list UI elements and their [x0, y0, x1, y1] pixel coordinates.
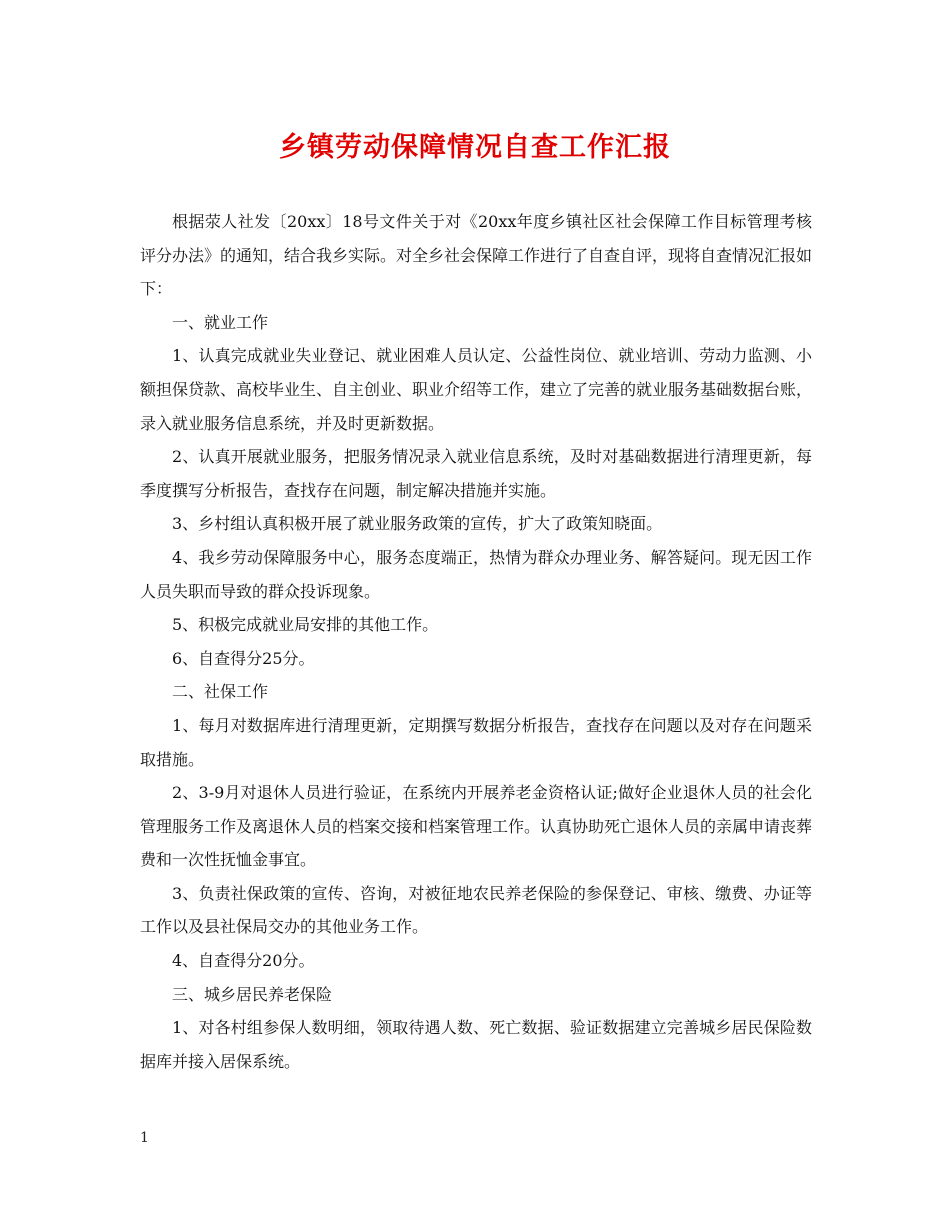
paragraph-employment-5: 5、积极完成就业局安排的其他工作。 [172, 615, 439, 635]
paragraph-employment-2: 2、认真开展就业服务，把服务情况录入就业信息系统，及时对基础数据进行清理更新，每季度撰写分析报告，查找存在问题，制定解决措施并实施。 [140, 447, 812, 500]
paragraph-pension-1: 1、对各村组参保人数明细，领取待遇人数、死亡数据、验证数据建立完善城乡居民保险数据库并接入居保系统。 [140, 1018, 812, 1071]
section-heading-employment: 一、就业工作 [172, 312, 269, 332]
paragraph-employment-3: 3、乡村组认真积极开展了就业服务政策的宣传，扩大了政策知晓面。 [172, 514, 663, 534]
section-heading-pension: 三、城乡居民养老保险 [172, 984, 333, 1004]
page-number: 1 [140, 1130, 149, 1146]
paragraph-employment-score: 6、自查得分25分。 [172, 648, 315, 668]
document-title: 乡镇劳动保障情况自查工作汇报 [279, 132, 671, 163]
paragraph-social-security-1: 1、每月对数据库进行清理更新，定期撰写数据分析报告，查找存在问题以及对存在问题采取措施。 [140, 715, 812, 769]
paragraph-social-security-score: 4、自查得分20分。 [172, 951, 315, 971]
paragraph-intro: 根据荥人社发〔20xx〕18号文件关于对《20xx年度乡镇社区社会保障工作目标管理考核评分办法》的通知，结合我乡实际。对全乡社会保障工作进行了自查自评，现将自查情况汇报如下： [140, 212, 813, 299]
paragraph-employment-4: 4、我乡劳动保障服务中心，服务态度端正，热情为群众办理业务、解答疑问。现无因工作人员失职而导致的群众投诉现象。 [140, 547, 812, 601]
document-body [140, 205, 812, 1078]
paragraph-employment-1: 1、认真完成就业失业登记、就业困难人员认定、公益性岗位、就业培训、劳动力监测、小额担保贷款、高校毕业生、自主创业、职业介绍等工作，建立了完善的就业服务基础数据台账，录入就业服务信息系统，并及时更新数据。 [140, 346, 813, 433]
paragraph-social-security-2: 2、3-9月对退休人员进行验证，在系统内开展养老金资格认证;做好企业退休人员的社会化管理服务工作及离退休人员的档案交接和档案管理工作。认真协助死亡退休人员的亲属申请丧葬费和一次性抚恤金事宜。 [140, 783, 813, 870]
paragraph-social-security-3: 3、负责社保政策的宣传、咨询，对被征地农民养老保险的参保登记、审核、缴费、办证等工作以及县社保局交办的其他业务工作。 [140, 883, 812, 937]
section-heading-social-security: 二、社保工作 [172, 682, 269, 702]
